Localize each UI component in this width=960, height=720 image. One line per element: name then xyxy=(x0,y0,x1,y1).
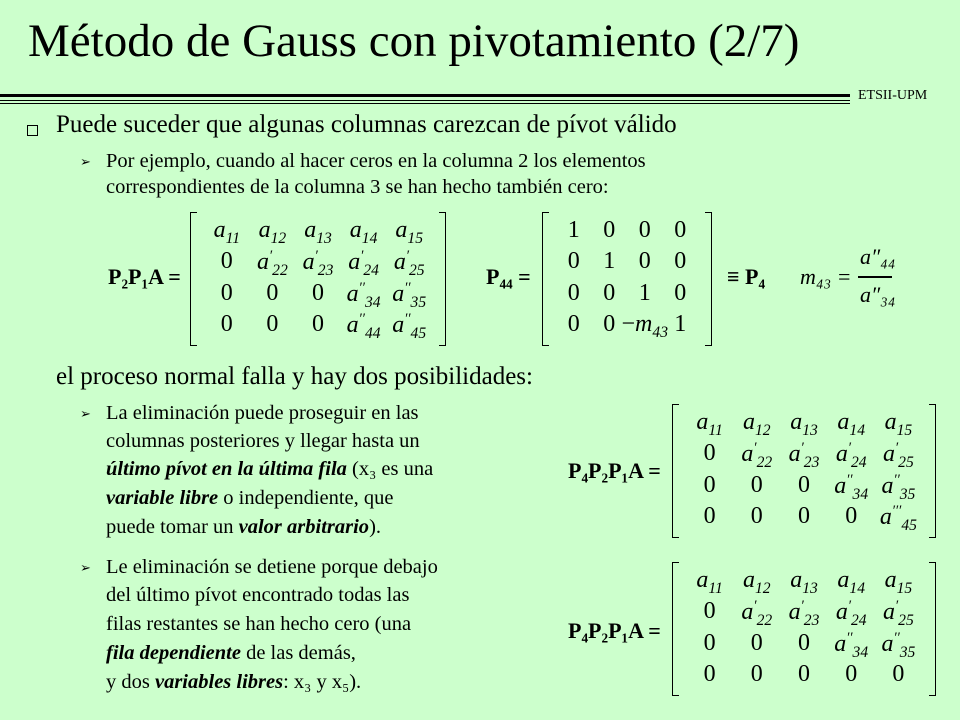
paragraph-text: el proceso normal falla y hay dos posibilidades: xyxy=(56,363,533,390)
matrix-cell: $a_{12}$ xyxy=(743,566,771,597)
matrix-cell: 0 xyxy=(845,661,858,688)
matrix-cell: $a_{12}$ xyxy=(258,216,287,247)
sub-bullet-line2: correspondientes de la columna 3 se han hecho también cero: xyxy=(106,176,609,198)
matrix-cell: $a_{13}$ xyxy=(790,566,818,597)
matrix-cell: 0 xyxy=(703,661,716,688)
matrix-cell: $a''_{35}$ xyxy=(392,279,427,311)
matrix-cell: 0 xyxy=(220,311,233,338)
matrix-cell: $a'_{22}$ xyxy=(741,440,773,472)
matrix-left-bracket xyxy=(190,212,197,346)
opt1-line3: último pívot en la última fila (x₃ es una xyxy=(106,458,434,480)
matrix-cell: 0 xyxy=(703,503,716,530)
matrix-a xyxy=(190,212,446,346)
matrix-cell: 1 xyxy=(674,311,687,338)
m43-denominator: a″₃₄ xyxy=(860,282,896,307)
matrix-cell: 1 xyxy=(638,279,651,306)
matrix-cell: 0 xyxy=(798,661,810,688)
matrix-cell: 0 xyxy=(266,279,279,306)
matrix-cell: $a_{12}$ xyxy=(743,408,771,439)
matrix-cell: $a'''_{45}$ xyxy=(879,503,917,535)
matrix-right-bracket xyxy=(705,212,712,346)
eq-label-p2p1a: P₂P₁A = xyxy=(108,264,181,289)
arrow-bullet-icon: ➢ xyxy=(80,154,91,169)
matrix-left-bracket xyxy=(672,404,679,538)
matrix-cell: $a'_{24}$ xyxy=(835,440,867,472)
matrix-cell: $a_{15}$ xyxy=(395,216,423,247)
matrix-cell: 0 xyxy=(567,279,580,306)
matrix-right-bracket xyxy=(439,212,446,346)
matrix-cell: 0 xyxy=(220,248,233,275)
matrix-cell: $a'_{25}$ xyxy=(393,248,425,280)
eq-label-equiv-p4: ≡ P₄ xyxy=(727,264,766,289)
opt2-line2: del último pívot encontrado todas las xyxy=(106,584,410,606)
matrix-cell: $a''_{34}$ xyxy=(346,279,381,311)
eq-label-p4p2p1a-1: P₄P₂P₁A = xyxy=(568,458,661,483)
opt2-line3: filas restantes se han hecho cero (una xyxy=(106,613,412,635)
matrix-cell: $a'_{22}$ xyxy=(741,598,773,630)
matrix-cell: $a'_{24}$ xyxy=(835,598,867,630)
matrix-cell: $a_{11}$ xyxy=(696,566,723,597)
matrix-right-bracket xyxy=(929,404,936,538)
title-rule-thin-2 xyxy=(0,103,850,104)
matrix-p44 xyxy=(542,212,712,346)
square-bullet-icon xyxy=(27,125,38,136)
opt1-line2: columnas posteriores y llegar hasta un xyxy=(106,430,420,452)
opt1-line4: variable libre o independiente, que xyxy=(106,487,394,509)
matrix-cell: 0 xyxy=(603,311,616,338)
matrix-cell: $a'_{23}$ xyxy=(788,598,820,630)
matrix-cell: $a'_{25}$ xyxy=(883,440,914,472)
matrix-cell: 1 xyxy=(567,216,580,243)
matrix-cell: $a'_{23}$ xyxy=(302,248,334,280)
matrix-cell: 0 xyxy=(892,661,905,688)
opt2-line5: y dos variables libres: x₃ y x₅). xyxy=(106,671,362,693)
matrix-cell: 0 xyxy=(845,503,858,530)
matrix-cell: 0 xyxy=(750,629,763,656)
eq-label-p44: P₄₄ = xyxy=(486,264,531,289)
matrix-left-bracket xyxy=(542,212,549,346)
arrow-bullet-icon: ➢ xyxy=(80,560,91,575)
matrix-cell: 0 xyxy=(603,279,616,306)
opt1-line1: La eliminación puede proseguir en las xyxy=(106,402,419,424)
matrix-cell: 0 xyxy=(674,279,687,306)
title-rule-thick xyxy=(0,94,850,97)
matrix-cell: 0 xyxy=(603,216,616,243)
bullet-level1: Puede suceder que algunas columnas carezcan de pívot válido xyxy=(56,111,677,138)
matrix-cell: 0 xyxy=(674,216,687,243)
sub-bullet-line1: Por ejemplo, cuando al hacer ceros en la columna 2 los elementos xyxy=(106,150,646,172)
fraction-bar xyxy=(858,276,892,278)
matrix-cell: 0 xyxy=(312,311,324,338)
matrix-cell: $a'_{23}$ xyxy=(788,440,820,472)
matrix-c xyxy=(672,562,936,696)
matrix-cell: $a_{14}$ xyxy=(837,566,865,597)
matrix-cell: $a'_{25}$ xyxy=(883,598,914,630)
matrix-cell: $a_{11}$ xyxy=(696,408,723,439)
matrix-cell: 0 xyxy=(750,471,763,498)
matrix-cell: 0 xyxy=(567,248,580,275)
matrix-cell: 0 xyxy=(703,471,716,498)
matrix-cell: 0 xyxy=(703,598,716,625)
eq-label-p4p2p1a-2: P₄P₂P₁A = xyxy=(568,618,661,643)
matrix-cell: 0 xyxy=(750,503,763,530)
matrix-cell: $a_{13}$ xyxy=(304,216,332,247)
matrix-cell: 0 xyxy=(798,503,810,530)
matrix-cell: $a''_{45}$ xyxy=(392,311,427,343)
matrix-cell: $a_{15}$ xyxy=(884,408,913,439)
matrix-cell: $a'_{24}$ xyxy=(348,248,379,280)
matrix-cell: $a''_{34}$ xyxy=(834,629,869,661)
matrix-cell: 0 xyxy=(638,248,651,275)
matrix-cell: 0 xyxy=(220,279,233,306)
title-rule-thin-1 xyxy=(0,100,850,101)
matrix-cell: 0 xyxy=(567,311,580,338)
matrix-left-bracket xyxy=(672,562,679,696)
matrix-cell: $a_{13}$ xyxy=(790,408,818,439)
matrix-b xyxy=(672,404,936,538)
matrix-cell: $a''_{44}$ xyxy=(346,311,381,343)
matrix-cell: 0 xyxy=(674,248,687,275)
slide-title: Método de Gauss con pivotamiento (2/7) xyxy=(28,15,800,67)
matrix-cell: $a_{14}$ xyxy=(349,216,378,247)
matrix-cell: 0 xyxy=(312,279,324,306)
matrix-cell: 0 xyxy=(750,661,763,688)
matrix-cell: 0 xyxy=(638,216,651,243)
matrix-cell: $a_{14}$ xyxy=(837,408,865,439)
opt2-line4: fila dependiente de las demás, xyxy=(106,642,356,664)
m43-numerator: a″₄₄ xyxy=(860,244,896,269)
matrix-cell: $a''_{35}$ xyxy=(881,471,916,503)
eq-label-m43: m₄₃ = xyxy=(800,264,852,289)
matrix-cell: $a''_{35}$ xyxy=(881,629,916,661)
matrix-cell: 0 xyxy=(798,471,810,498)
opt1-line5: puede tomar un valor arbitrario). xyxy=(106,516,382,538)
matrix-right-bracket xyxy=(929,562,936,696)
matrix-cell: 0 xyxy=(703,440,716,467)
matrix-cell: $-m_{43}$ xyxy=(621,311,668,342)
matrix-cell: 1 xyxy=(603,248,616,275)
matrix-cell: $a_{15}$ xyxy=(884,566,913,597)
institution-tag: ETSII-UPM xyxy=(858,88,928,103)
arrow-bullet-icon: ➢ xyxy=(80,406,91,421)
matrix-cell: 0 xyxy=(798,629,810,656)
matrix-cell: $a'_{22}$ xyxy=(257,248,288,280)
matrix-cell: $a_{11}$ xyxy=(213,216,241,247)
matrix-cell: 0 xyxy=(703,629,716,656)
matrix-cell: 0 xyxy=(266,311,279,338)
matrix-cell: $a''_{34}$ xyxy=(834,471,869,503)
opt2-line1: Le eliminación se detiene porque debajo xyxy=(106,556,438,578)
